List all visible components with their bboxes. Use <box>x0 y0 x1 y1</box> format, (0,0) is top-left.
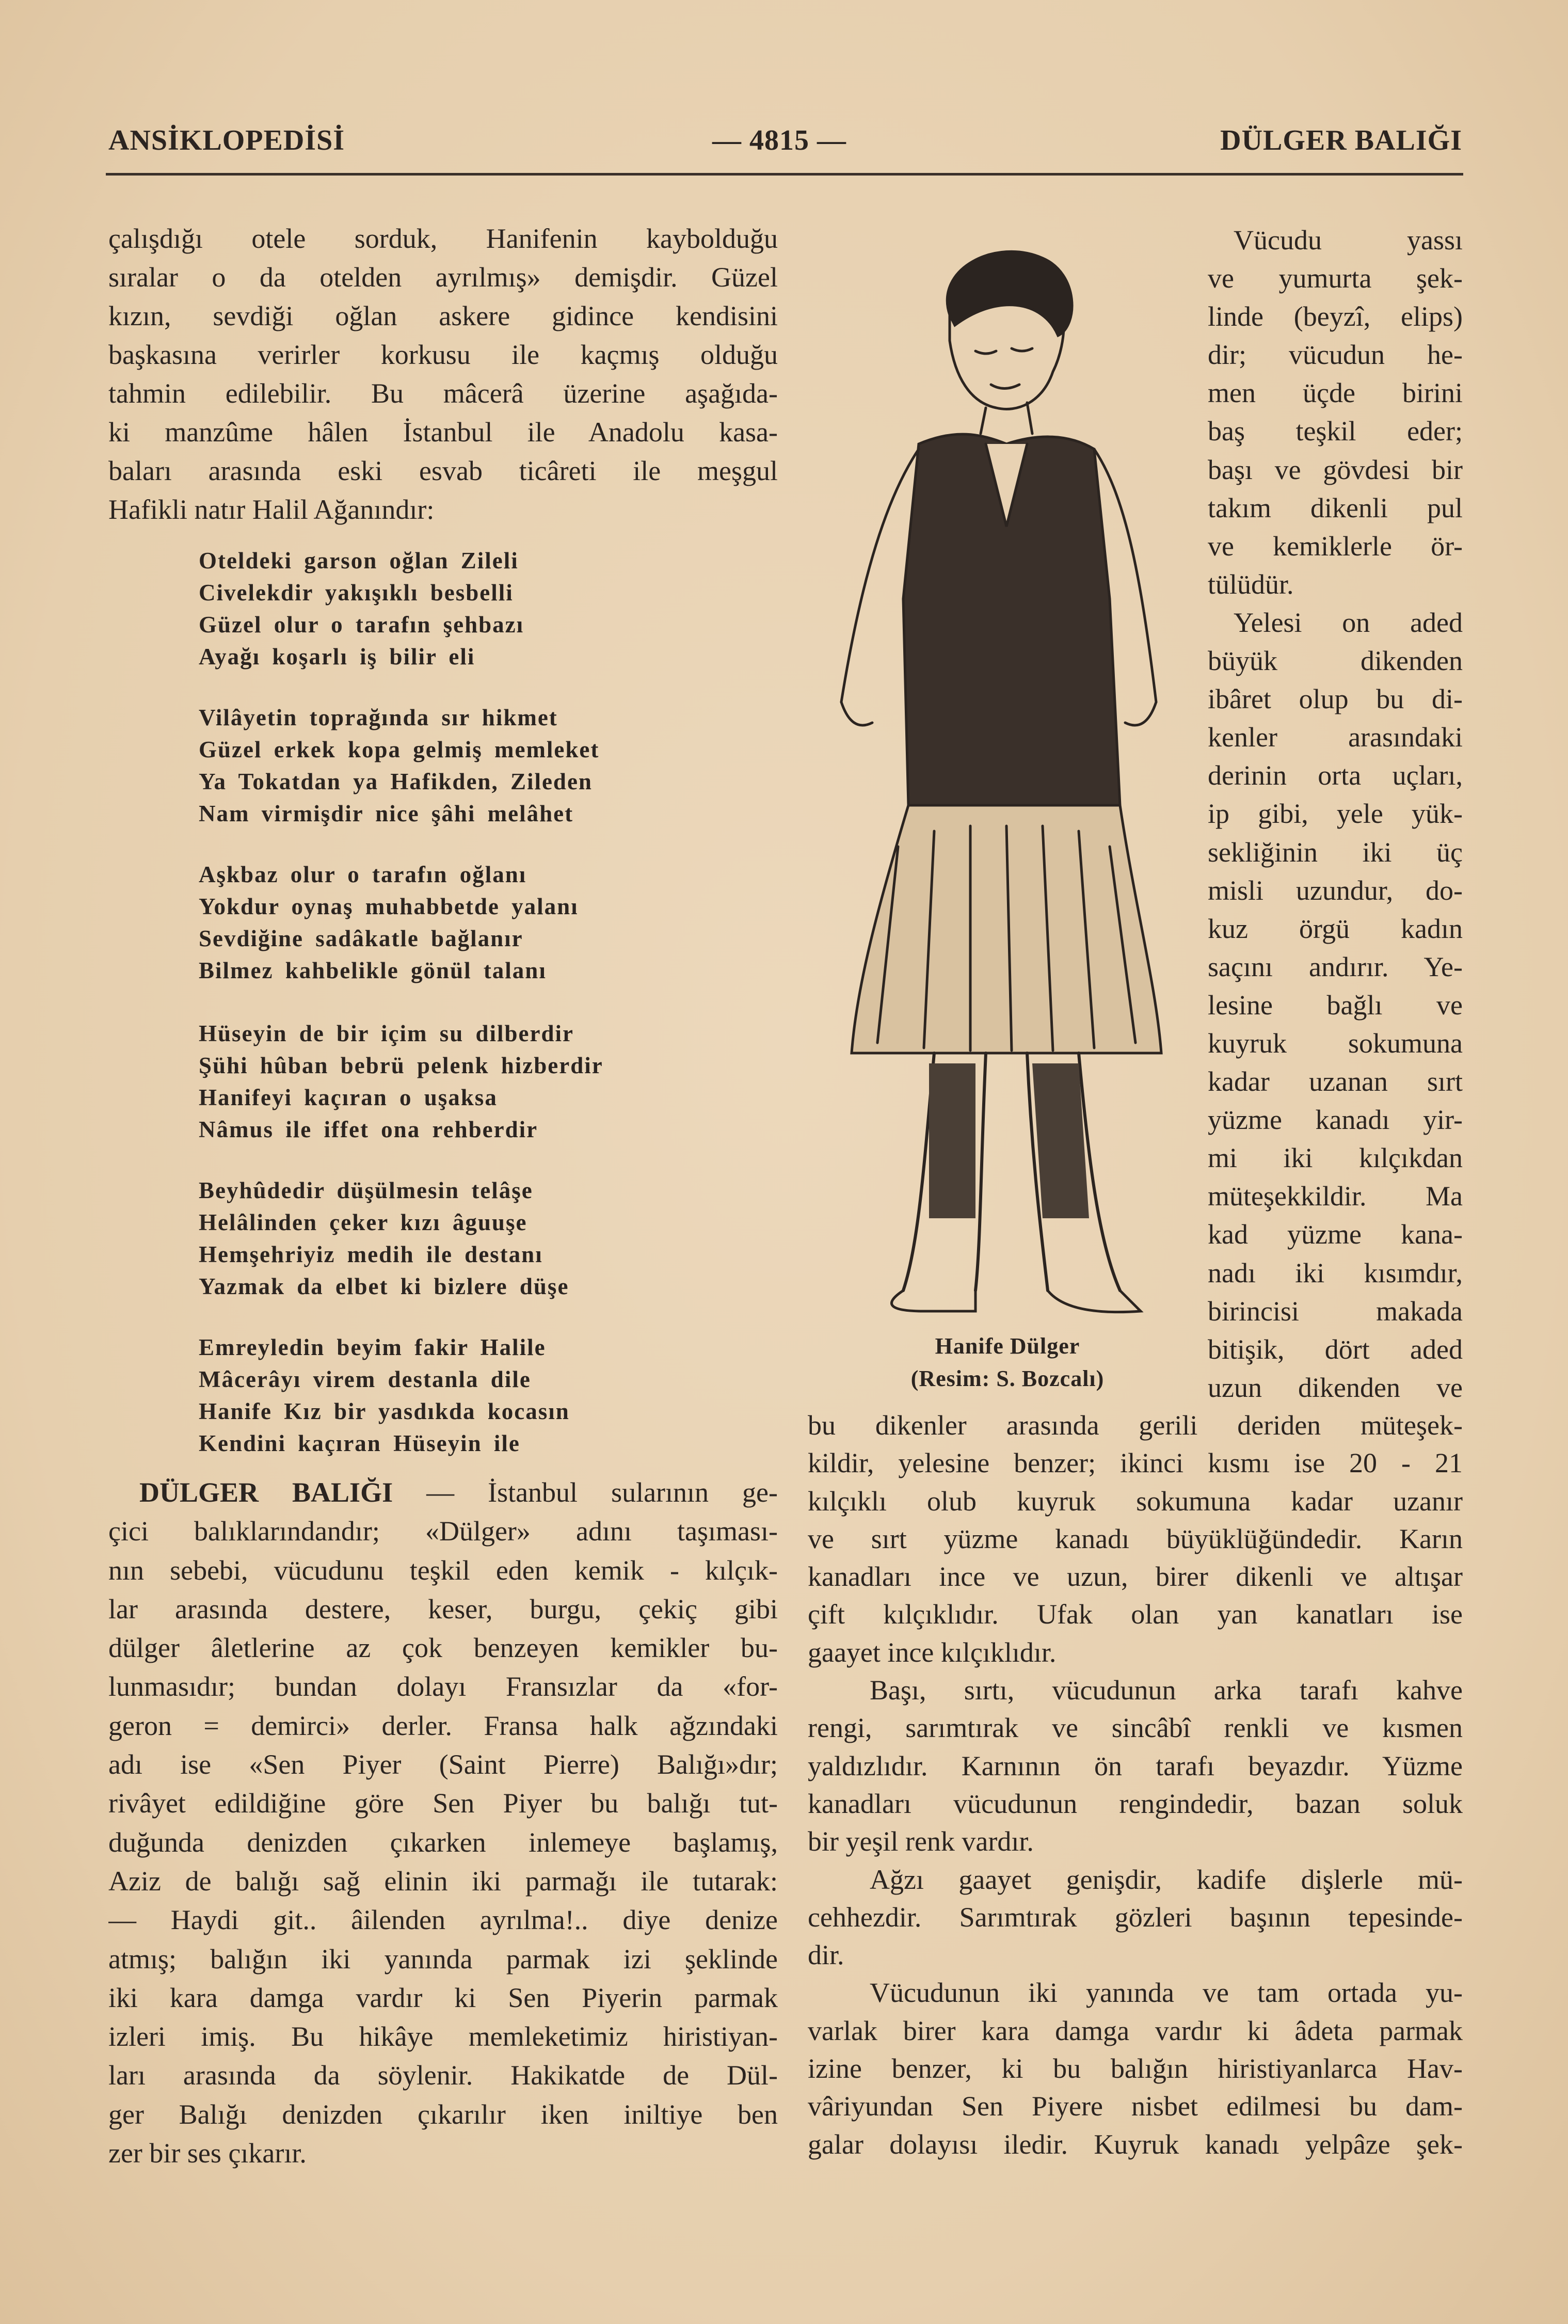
right-wide-column <box>808 1407 1463 2163</box>
poem-line: Nâmus ile iffet ona rehberdir <box>199 1117 538 1142</box>
text-line: kildir, yelesine benzer; ikinci kısmı ise 20 - 21 <box>808 1447 1463 1479</box>
text-line: dir; vücudun he- <box>1208 339 1463 371</box>
text-line: gaayet ince kılçıklıdır. <box>808 1636 1057 1668</box>
text-line: Yelesi on aded <box>1234 607 1463 638</box>
text-line: dir. <box>808 1939 844 1971</box>
poem-line: Güzel erkek kopa gelmiş memleket <box>199 737 600 762</box>
text-line: ve kemiklerle ör- <box>1208 530 1463 562</box>
poem <box>199 545 715 1488</box>
text-line: kadar uzanan sırt <box>1208 1066 1463 1097</box>
text-line: uzun dikenden ve <box>1208 1372 1463 1403</box>
poem-line: Yokdur oynaş muhabbetde yalanı <box>199 894 579 919</box>
poem-line: Kendini kaçıran Hüseyin ile <box>199 1430 520 1456</box>
left-intro-paragraph <box>108 219 778 529</box>
text-line: bu dikenler arasında gerili deriden müteşek- <box>808 1410 1463 1441</box>
text-line: yüzme kanadı yir- <box>1208 1104 1463 1136</box>
text-line: izleri imiş. Bu hikâye memleketimiz hiristiyan- <box>108 2021 778 2052</box>
poem-line: Vilâyetin toprağında sır hikmet <box>199 705 558 730</box>
text-line: duğunda denizden çıkarken inlemeye başlamış, <box>108 1826 778 1858</box>
text-line: ibâret olup bu di- <box>1208 683 1463 715</box>
poem-line: Ya Tokatdan ya Hafikden, Zileden <box>199 769 593 794</box>
text-line: baları arasında eski esvab ticâreti ile meşgul <box>108 455 778 486</box>
text-line: ve yumurta şek- <box>1208 263 1463 294</box>
entry-text: — İstanbul sularının ge- <box>393 1477 778 1508</box>
text-line: Hafikli natır Halil Ağanındır: <box>108 494 435 525</box>
text-line: başı ve gövdesi bir <box>1208 454 1463 485</box>
poem-line: Yazmak da elbet ki bizlere düşe <box>199 1274 569 1299</box>
text-line: kanadları ince ve uzun, birer dikenli ve altışar <box>808 1561 1463 1593</box>
poem-stanza <box>199 1017 715 1145</box>
poem-line: Hanifeyi kaçıran o uşaksa <box>199 1085 498 1110</box>
right-narrow-column <box>1208 221 1463 1407</box>
hanife-dulger-illustration <box>800 237 1203 1322</box>
header-entry-title: DÜLGER BALIĞI <box>1220 124 1462 156</box>
text-line: kenler arasındaki <box>1208 722 1463 753</box>
poem-line: Nam virmişdir nice şâhi melâhet <box>199 801 574 826</box>
text-line: Vücudunun iki yanında ve tam ortada yu- <box>870 1977 1463 2009</box>
poem-line: Emreyledin beyim fakir Halile <box>199 1334 546 1360</box>
text-line: adı ise «Sen Piyer (Saint Pierre) Balığı»dır; <box>108 1749 778 1780</box>
poem-line: Bilmez kahbelikle gönül talanı <box>199 958 547 983</box>
text-line: Ağzı gaayet genişdir, kadife dişlerle mü- <box>870 1864 1463 1895</box>
text-line: ve sırt yüzme kanadı büyüklüğündedir. Karın <box>808 1523 1463 1554</box>
entry-first-line <box>108 1473 778 1512</box>
text-line: ları arasında da söylenir. Hakikatde de Dül- <box>108 2060 778 2091</box>
poem-stanza <box>199 858 715 986</box>
text-line: kızın, sevdiği oğlan askere gidince kendisini <box>108 300 778 331</box>
text-line: birincisi makada <box>1208 1295 1463 1327</box>
text-line: rivâyet edildiğine göre Sen Piyer bu balığı tut- <box>108 1788 778 1819</box>
poem-line: Beyhûdedir düşülmesin telâşe <box>199 1177 533 1203</box>
poem-line: Mâcerâyı virem destanla dile <box>199 1366 531 1392</box>
text-line: çalışdığı otele sorduk, Hanifenin kaybolduğu <box>108 223 778 254</box>
entry-title: DÜLGER BALIĞI <box>139 1477 393 1508</box>
poem-line: Ayağı koşarlı iş bilir eli <box>199 644 475 670</box>
text-line: lar arasında destere, keser, burgu, çekiç gibi <box>108 1593 778 1625</box>
poem-line: Civelekdir yakışıklı besbelli <box>199 580 514 606</box>
text-line: saçını andırır. Ye- <box>1208 951 1463 982</box>
text-line: kanadları vücudunun rengindedir, bazan soluk <box>808 1788 1463 1819</box>
header-rule <box>106 173 1463 176</box>
text-line: ip gibi, yele yük- <box>1208 798 1463 830</box>
poem-line: Hanife Kız bir yasdıkda kocasın <box>199 1398 570 1424</box>
figure-credit: (Resim: S. Bozcalı) <box>910 1366 1105 1391</box>
text-line: — Haydi git.. âilenden ayrılma!.. diye denize <box>108 1904 778 1936</box>
text-line: mi iki kılçıkdan <box>1208 1142 1463 1174</box>
text-line: başkasına verirler korkusu ile kaçmış olduğu <box>108 339 778 370</box>
text-line: Başı, sırtı, vücudunun arka tarafı kahve <box>870 1675 1463 1706</box>
text-line: kad yüzme kana- <box>1208 1219 1463 1250</box>
text-line: çift kılçıklıdır. Ufak olan yan kanatları ise <box>808 1599 1463 1630</box>
poem-line: Hemşehriyiz medih ile destanı <box>199 1241 543 1267</box>
text-line: varlak birer kara damga vardır ki âdeta parmak <box>808 2015 1463 2046</box>
poem-stanza <box>199 545 715 673</box>
entry-dulger-baligi <box>108 1473 778 2173</box>
text-line: geron = demirci» derler. Fransa halk ağzındaki <box>108 1710 778 1741</box>
text-line: bitişik, dört aded <box>1208 1333 1463 1365</box>
text-line: Aziz de balığı sağ elinin iki parmağı ile tutarak: <box>108 1865 778 1897</box>
text-line: men üçde birini <box>1208 377 1463 409</box>
text-line: kuyruk sokumuna <box>1208 1027 1463 1059</box>
text-line: nadı iki kısımdır, <box>1208 1257 1463 1288</box>
text-line: dülger âletlerine az çok benzeyen kemikler bu- <box>108 1632 778 1664</box>
text-line: galar dolayısı iledir. Kuyruk kanadı yelpâze şek- <box>808 2128 1463 2160</box>
text-line: nın sebebi, vücudunu teşkil eden kemik - kılçık- <box>108 1554 778 1586</box>
text-line: sıralar o da otelden ayrılmış» demişdir. Güzel <box>108 262 778 293</box>
text-line: çici balıklarındandır; «Dülger» adını taşıması- <box>108 1516 778 1547</box>
text-line: misli uzundur, do- <box>1208 874 1463 906</box>
text-line: vâriyundan Sen Piyere nisbet edilmesi bu dam- <box>808 2091 1463 2122</box>
text-line: Vücudu yassı <box>1234 225 1463 256</box>
text-line: kılçıklı olub kuyruk sokumuna kadar uzanır <box>808 1485 1463 1517</box>
text-line: lesine bağlı ve <box>1208 989 1463 1021</box>
poem-stanza <box>199 1174 715 1302</box>
text-line: zer bir ses çıkarır. <box>108 2138 307 2169</box>
text-line: bir yeşil renk vardır. <box>808 1826 1034 1857</box>
text-line: ki manzûme hâlen İstanbul ile Anadolu kasa- <box>108 417 778 448</box>
text-line: baş teşkil eder; <box>1208 416 1463 447</box>
text-line: rengi, sarımtırak ve sincâbî renkli ve kısmen <box>808 1712 1463 1744</box>
poem-line: Sevdiğine sadâkatle bağlanır <box>199 926 523 951</box>
poem-stanza <box>199 1331 715 1459</box>
text-line: iki kara damga vardır ki Sen Piyerin parmak <box>108 1982 778 2013</box>
text-line: lunmasıdır; bundan dolayı Fransızlar da «for- <box>108 1671 778 1702</box>
poem-line: Oteldeki garson oğlan Zileli <box>199 548 519 574</box>
poem-line: Hüseyin de bir içim su dilberdir <box>199 1021 574 1046</box>
text-line: büyük dikenden <box>1208 645 1463 677</box>
text-line: tahmin edilebilir. Bu mâcerâ üzerine aşağıda- <box>108 378 778 409</box>
text-line: sekliğinin iki üç <box>1208 836 1463 868</box>
text-line: derinin orta uçları, <box>1208 760 1463 791</box>
figure-caption: Hanife Dülger <box>935 1333 1080 1359</box>
poem-stanza <box>199 702 715 830</box>
poem-line: Şühi hûban bebrü pelenk hizberdir <box>199 1053 603 1078</box>
text-line: kuz örgü kadın <box>1208 913 1463 944</box>
text-line: izine benzer, ki bu balığın hiristiyanlarca Hav- <box>808 2053 1463 2084</box>
text-line: atmış; balığın iki yanında parmak izi şeklinde <box>108 1943 778 1975</box>
text-line: ger Balığı denizden çıkarılır iken iniltiye ben <box>108 2098 778 2130</box>
text-line: tülüdür. <box>1208 568 1294 600</box>
header-volume-title: ANSİKLOPEDİSİ <box>108 124 345 156</box>
poem-line: Helâlinden çeker kızı âguuşe <box>199 1209 527 1235</box>
text-line: linde (beyzî, elips) <box>1208 301 1463 332</box>
text-line: müteşekkildir. Ma <box>1208 1181 1463 1212</box>
text-line: yaldızlıdır. Karnının ön tarafı beyazdır. Yüzme <box>808 1750 1463 1781</box>
text-line: cehhezdir. Sarımtırak gözleri başının tepesinde- <box>808 1901 1463 1933</box>
text-line: takım dikenli pul <box>1208 492 1463 523</box>
page-number: — 4815 — <box>712 124 846 156</box>
poem-line: Aşkbaz olur o tarafın oğlanı <box>199 862 527 887</box>
poem-line: Güzel olur o tarafın şehbazı <box>199 612 524 638</box>
